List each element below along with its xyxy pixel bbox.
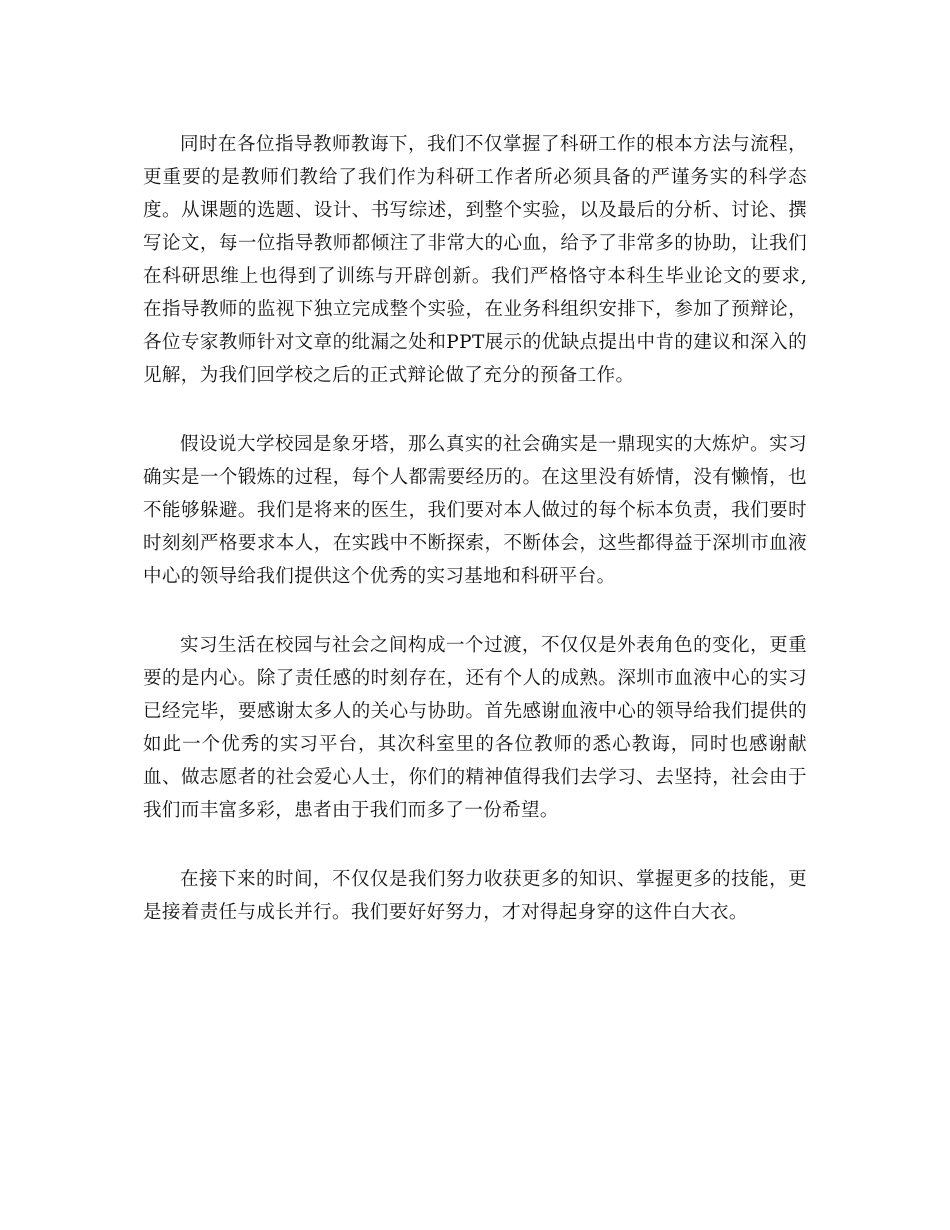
- paragraph-4: 在接下来的时间，不仅仅是我们努力收获更多的知识、掌握更多的技能，更是接着责任与成长并行。我们要好好努力，才对得起身穿的这件白大衣。: [143, 869, 807, 923]
- paragraph-2: 假设说大学校园是象牙塔，那么真实的社会确实是一鼎现实的大炼炉。实习确实是一个锻炼的过程，每个人都需要经历的。在这里没有娇情，没有懒惰，也不能够躲避。我们是将来的医生，我们要对本人做过的每个标本负责，我们要时时刻刻严格要求本人，在实践中不断探索，不断体会，这些都得益于深圳市血液中心的领导给我们提供这个优秀的实习基地和科研平台。: [143, 434, 807, 587]
- document-body: [143, 128, 807, 965]
- paragraph-3: 实习生活在校园与社会之间构成一个过渡，不仅仅是外表角色的变化，更重要的是内心。除了责任感的时刻存在，还有个人的成熟。深圳市血液中心的实习已经完毕，要感谢太多人的关心与协助。首先感谢血液中心的领导给我们提供的如此一个优秀的实习平台，其次科室里的各位教师的悉心教诲，同时也感谢献血、做志愿者的社会爱心人士，你们的精神值得我们去学习、去坚持，社会由于我们而丰富多彩，患者由于我们而多了一份希望。: [143, 635, 807, 821]
- paragraph-1: 同时在各位指导教师教诲下，我们不仅掌握了科研工作的根本方法与流程，更重要的是教师们教给了我们作为科研工作者所必须具备的严谨务实的科学态度。从课题的选题、设计、书写综述，到整个实验，以及最后的分析、讨论、撰写论文，每一位指导教师都倾注了非常大的心血，给予了非常多的协助，让我们在科研思维上也得到了训练与开辟创新。我们严格恪守本科生毕业论文的要求,在指导教师的监视下独立完成整个实验，在业务科组织安排下，参加了预辩论，各位专家教师针对文章的纰漏之处和PPT展示的优缺点提出中肯的建议和深入的见解，为我们回学校之后的正式辩论做了充分的预备工作。: [143, 134, 807, 386]
